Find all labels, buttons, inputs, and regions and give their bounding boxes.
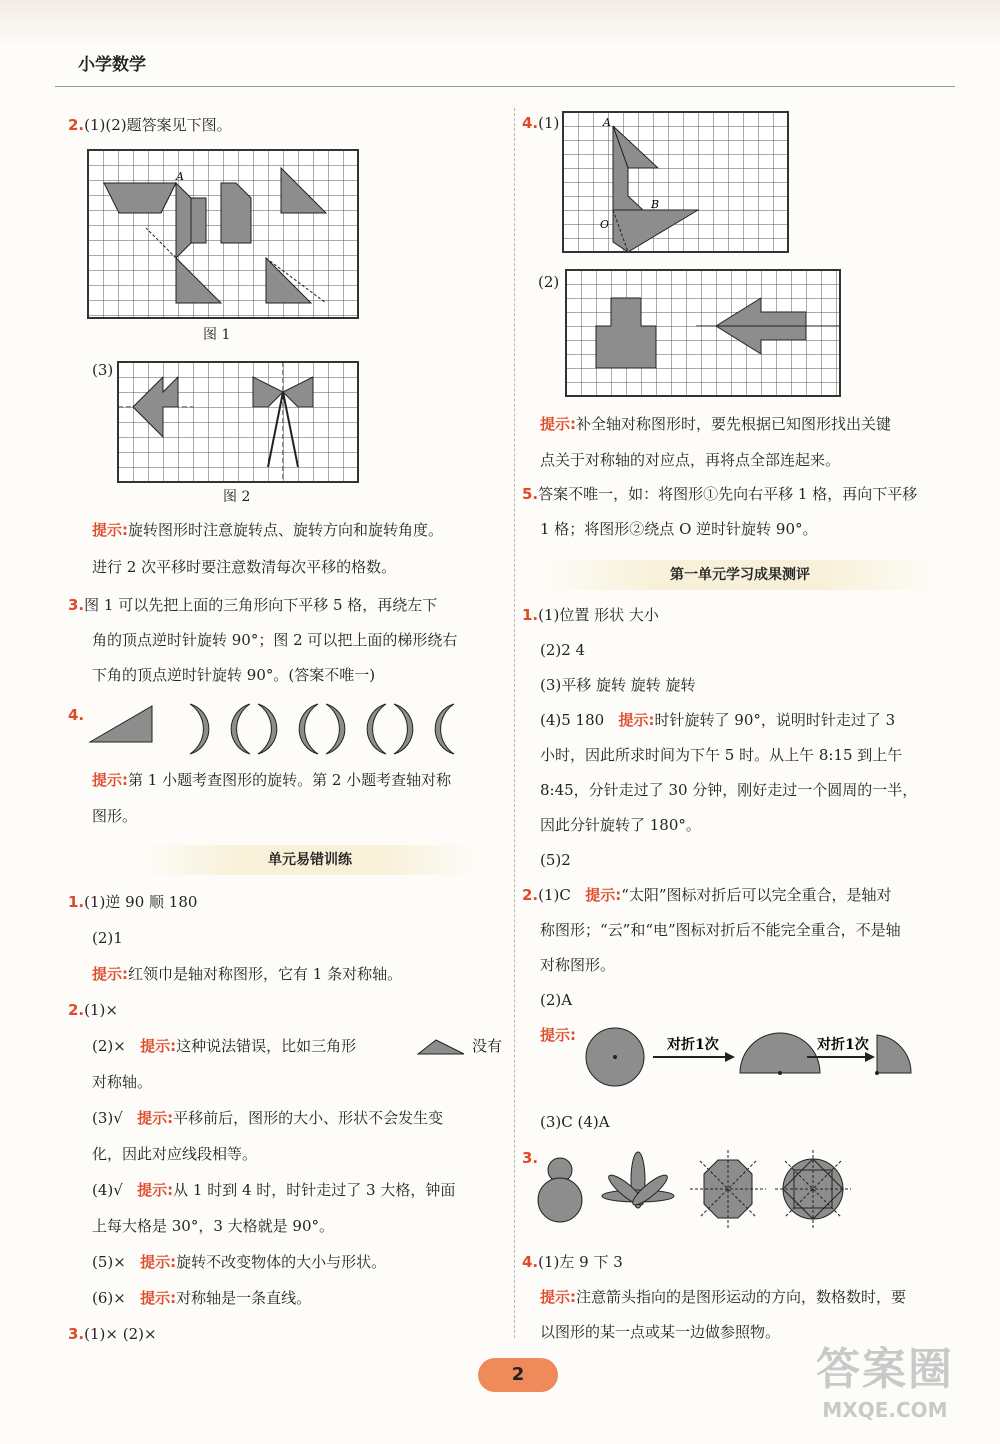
figure-1-caption: 图 1 xyxy=(203,327,231,343)
e2-line-2b: 对称轴。 xyxy=(92,1073,153,1091)
t2-line-2: (2)A xyxy=(540,991,573,1009)
quarter-circle xyxy=(877,1035,911,1073)
page-number-badge: 2 xyxy=(478,1358,558,1392)
t1-line-4: (4)5 180 提示:时针旋转了 90°，说明时针走过了 3 xyxy=(540,711,896,729)
tip-label: 提示: xyxy=(92,521,128,539)
header-divider xyxy=(55,86,955,87)
t1-line-4c: 8:45，分针走过了 30 分钟，刚好走过一个圆周的一半， xyxy=(540,781,918,799)
question-3-line-2: 角的顶点逆时针旋转 90°；图 2 可以把上面的梯形绕右 xyxy=(92,631,458,649)
question-text: (1)(2)题答案见下图。 xyxy=(84,116,232,134)
t2-line-1: 2.(1)C 提示:“太阳”图标对折后可以完全重合，是轴对 xyxy=(522,886,892,904)
right-q4-grid-1 xyxy=(563,112,788,252)
section-title-unit-errors: 单元易错训练 xyxy=(140,845,480,875)
right-q4-grid-2 xyxy=(566,270,840,396)
e1-line-1: 1.(1)逆 90 顺 180 xyxy=(68,893,198,911)
e2-line-1: 2.(1)× xyxy=(68,1001,118,1019)
tip-3-line-2: 点关于对称轴的对应点，再将点全部连起来。 xyxy=(540,451,841,469)
e2-line-5: (5)× 提示:旋转不改变物体的大小与形状。 xyxy=(92,1253,387,1271)
fold-label-1: 对折1次 xyxy=(667,1037,719,1053)
e3-line: 3.(1)× (2)× xyxy=(68,1325,157,1343)
t1-line-4b: 小时，因此所求时间为下午 5 时。从上午 8:15 到上午 xyxy=(540,746,903,764)
crescent-shapes xyxy=(190,704,454,754)
watermark-url: MXQE.COM xyxy=(822,1398,948,1422)
header-band xyxy=(0,0,1000,46)
column-divider xyxy=(514,108,515,1338)
t2-fold-tip-label: 提示: xyxy=(540,1026,576,1044)
tip-2-line xyxy=(92,770,451,790)
rotated-triangle xyxy=(90,706,152,742)
t4-tip-2: 以图形的某一点或某一边做参照物。 xyxy=(540,1323,781,1341)
tip-label: 提示: xyxy=(92,771,128,789)
tip-1-line-2: 进行 2 次平移时要注意数清每次平移的格数。 xyxy=(92,558,397,576)
question-4-figures xyxy=(90,700,460,760)
subject-title: 小学数学 xyxy=(78,55,146,75)
question-number: 3. xyxy=(68,596,85,614)
t3-number: 3. xyxy=(522,1149,539,1167)
leaf-shape xyxy=(602,1152,674,1209)
t2-line-3: (3)C (4)A xyxy=(540,1113,610,1131)
tip-1-line xyxy=(92,520,443,540)
question-3-line-3: 下角的顶点逆时针旋转 90°。(答案不唯一) xyxy=(92,666,376,684)
obtuse-triangle-icon xyxy=(418,1038,466,1056)
gourd-shape xyxy=(538,1158,582,1222)
tip-2-line-2: 图形。 xyxy=(92,807,138,825)
watermark xyxy=(790,1344,980,1434)
symmetric-figures xyxy=(538,1150,858,1230)
e2-line-2-end: 没有 xyxy=(472,1037,503,1055)
octagon-shape xyxy=(690,1150,766,1228)
question-3-line-1 xyxy=(68,595,437,615)
figure-2-grid xyxy=(118,362,358,482)
right-q4-part2-label: (2) xyxy=(538,273,560,291)
half-circle xyxy=(740,1033,820,1073)
e2-line-4: (4)√ 提示:从 1 时到 4 时，时针走过了 3 大格，钟面 xyxy=(92,1181,456,1199)
e1-tip: 提示:红领巾是轴对称图形，它有 1 条对称轴。 xyxy=(92,965,403,983)
question-text: 图 1 可以先把上面的三角形向下平移 5 格，再绕左下 xyxy=(84,596,438,614)
t4-tip: 提示:注意箭头指向的是图形运动的方向，数格数时，要 xyxy=(540,1288,907,1306)
watermark-text: 答案圈 xyxy=(816,1344,954,1395)
question-number: 2. xyxy=(68,116,85,134)
e2-line-4b: 上每大格是 30°，3 大格就是 90°。 xyxy=(92,1217,335,1235)
t1-line-4d: 因此分针旋转了 180°。 xyxy=(540,816,701,834)
t2-line-1b: 称图形；“云”和“电”图标对折后不能完全重合，不是轴 xyxy=(540,921,901,939)
section-title-unit-test: 第一单元学习成果测评 xyxy=(540,560,940,590)
e2-line-3b: 化，因此对应线段相等。 xyxy=(92,1145,258,1163)
point-b-label: B xyxy=(651,198,660,211)
t1-line-1: 1.(1)位置 形状 大小 xyxy=(522,606,659,624)
question-4-number: 4. xyxy=(68,706,85,724)
fold-label-2: 对折1次 xyxy=(817,1037,869,1053)
t1-line-5: (5)2 xyxy=(540,851,571,869)
tip-3-line: 提示:补全轴对称图形时，要先根据已知图形找出关键 xyxy=(540,415,892,433)
t4-line-1: 4.(1)左 9 下 3 xyxy=(522,1253,623,1271)
tip-text: 第 1 小题考查图形的旋转。第 2 小题考查轴对称 xyxy=(128,771,452,789)
folding-diagram xyxy=(585,1025,915,1090)
right-q4-label: 4.(1) xyxy=(522,114,560,132)
point-a-label: A xyxy=(603,116,611,129)
right-q5-line: 5.答案不唯一，如：将图形①先向右平移 1 格，再向下平移 xyxy=(522,485,918,503)
point-a-label: A xyxy=(176,170,184,183)
tip-text: 旋转图形时注意旋转点、旋转方向和旋转角度。 xyxy=(128,521,444,539)
figure-2-caption: 图 2 xyxy=(223,489,251,505)
part-3-label: (3) xyxy=(92,361,114,379)
right-q5-line-2: 1 格；将图形②绕点 O 逆时针旋转 90°。 xyxy=(540,520,818,538)
rotated-trapezoid-shape-2 xyxy=(191,198,206,243)
e2-line-2: (2)× 提示:这种说法错误，比如三角形 xyxy=(92,1037,357,1055)
t1-line-3: (3)平移 旋转 旋转 旋转 xyxy=(540,676,696,694)
e2-line-3: (3)√ 提示:平移前后，图形的大小、形状不会发生变 xyxy=(92,1109,444,1127)
t2-line-1c: 对称图形。 xyxy=(540,956,616,974)
figure-1-grid xyxy=(88,150,358,318)
e1-line-2: (2)1 xyxy=(92,929,123,947)
question-2-line xyxy=(68,115,232,135)
t1-line-2: (2)2 4 xyxy=(540,641,586,659)
point-o-label: O xyxy=(600,218,610,231)
e2-line-6: (6)× 提示:对称轴是一条直线。 xyxy=(92,1289,312,1307)
circle-square-shape xyxy=(775,1150,851,1228)
